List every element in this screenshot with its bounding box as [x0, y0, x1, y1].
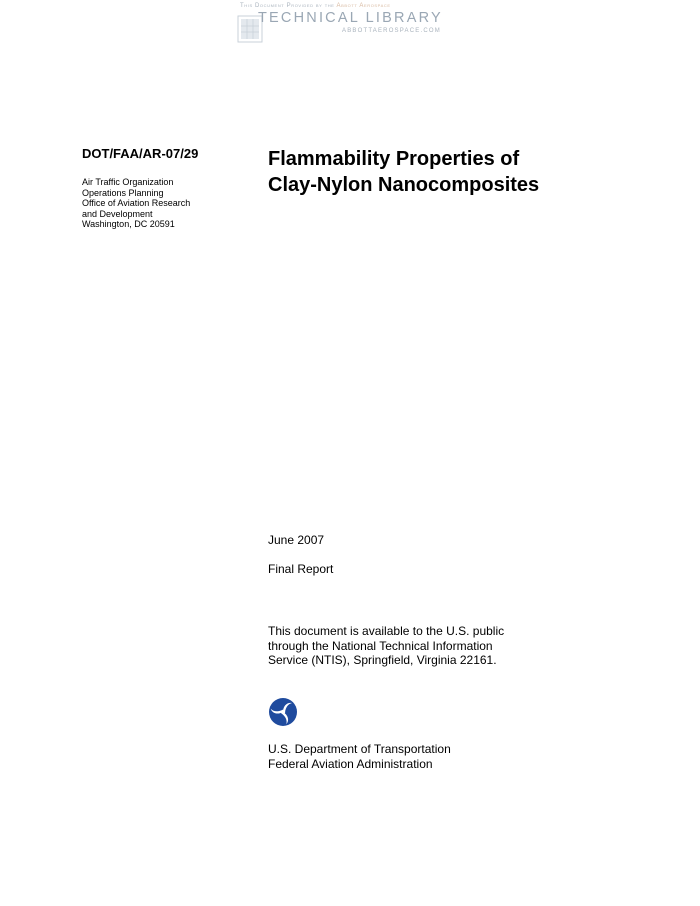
organization-line: and Development — [82, 208, 153, 219]
title-line: Flammability Properties of — [268, 148, 520, 170]
title-line: Clay-Nylon Nanocomposites — [268, 174, 540, 196]
watermark-url: ABBOTTAEROSPACE.COM — [342, 28, 441, 34]
report-type: Final Report — [268, 562, 334, 576]
organization-line: Air Traffic Organization — [82, 177, 174, 187]
availability-line: This document is available to the U.S. public — [268, 624, 505, 638]
organization-line: Washington, DC 20591 — [82, 219, 175, 229]
availability-line: Service (NTIS), Springfield, Virginia 22161. — [268, 653, 497, 667]
agency-block — [268, 742, 451, 771]
organization-line: Operations Planning — [82, 187, 164, 198]
availability-line: through the National Technical Information — [268, 638, 493, 653]
report-date: June 2007 — [268, 533, 325, 547]
report-number: DOT/FAA/AR-07/29 — [82, 146, 199, 161]
organization-line: Office of Aviation Research — [82, 198, 191, 208]
watermark-title: TECHNICAL LIBRARY — [258, 10, 443, 26]
dot-triskelion-logo — [268, 697, 298, 727]
watermark-provided-by: This Document Provided by the Abbott Aerospace — [240, 3, 391, 9]
availability-statement — [268, 624, 504, 668]
watermark — [236, 2, 456, 46]
document-title — [268, 146, 539, 198]
organization-block — [82, 177, 190, 230]
agency-line: U.S. Department of Transportation — [268, 742, 451, 756]
agency-line: Federal Aviation Administration — [268, 756, 433, 771]
